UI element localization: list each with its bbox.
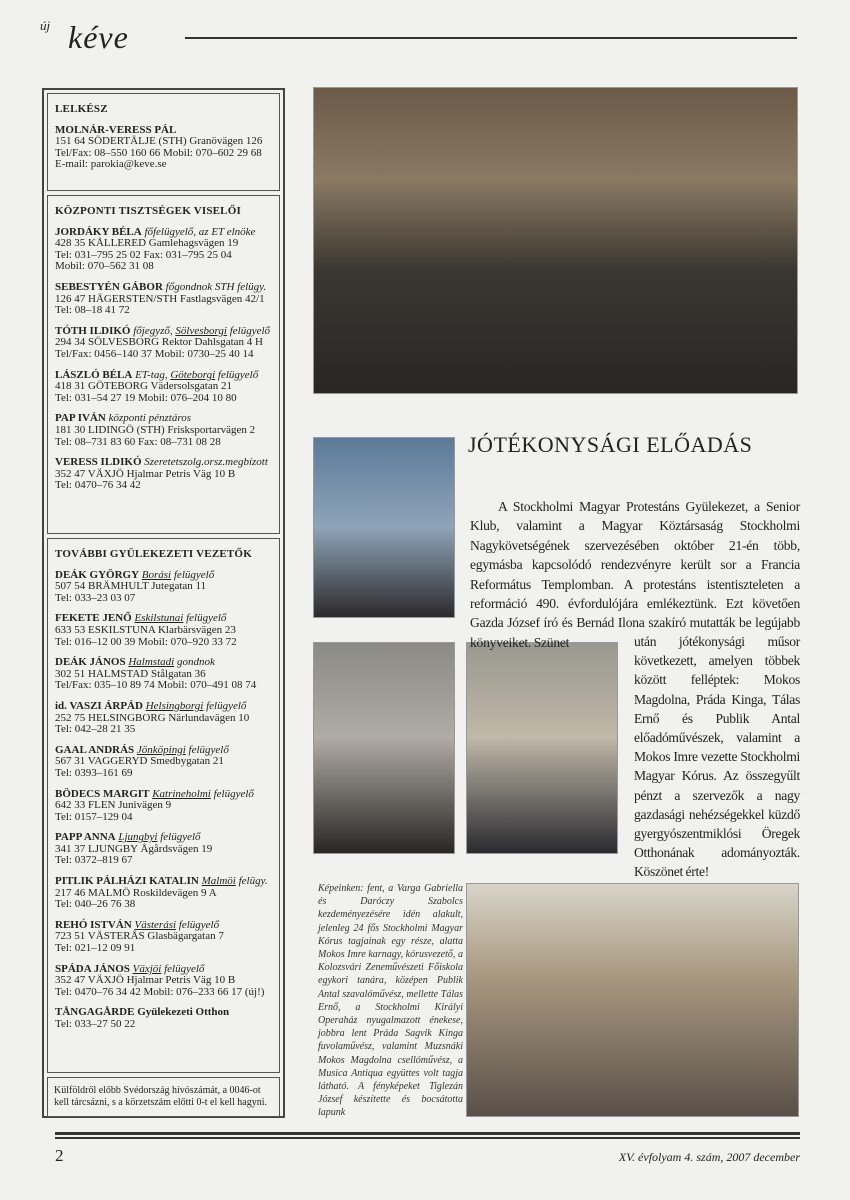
contact-name: SPÁDA JÁNOS bbox=[55, 962, 130, 975]
section-title: TOVÁBBI GYÜLEKEZETI VEZETŐK bbox=[55, 548, 252, 560]
contact-name: JORDÁKY BÉLA bbox=[55, 225, 142, 238]
contact-line: 418 31 GÖTEBORG Vädersolsgatan 21 bbox=[55, 380, 232, 393]
contact-line: Tel: 021–12 09 91 bbox=[55, 942, 136, 955]
contact-entry bbox=[55, 413, 273, 448]
portrait-photo-reciter bbox=[313, 642, 455, 854]
contact-line: Tel: 031–795 25 02 Fax: 031–795 25 04 bbox=[55, 248, 232, 261]
contact-location: Halmstadi bbox=[128, 656, 175, 669]
contact-line: Tel/Fax: 0456–140 37 Mobil: 0730–25 40 14 bbox=[55, 347, 254, 360]
contact-role-suffix: felügyelő bbox=[217, 368, 259, 381]
contact-name: PITLIK PÁLHÁZI KATALIN bbox=[55, 875, 199, 888]
contact-role-suffix: felügyelő bbox=[160, 831, 201, 844]
contact-name: TÓTH ILDIKÓ bbox=[55, 324, 131, 337]
contact-location: Jönköpingi bbox=[136, 743, 186, 756]
dialing-note: Külföldről előbb Svédország hívószámát, a 0046-ot kell tárcsázni, s a körzetszám előtti 0-t el kell hagyni. bbox=[47, 1077, 280, 1117]
contact-name: id. VASZI ÁRPÁD bbox=[55, 699, 143, 712]
contact-location: Eskilstunai bbox=[134, 612, 184, 625]
contact-role-suffix: felügy. bbox=[238, 875, 268, 888]
contact-line: Tel/Fax: 08–550 160 66 Mobil: 070–602 29 68 bbox=[55, 146, 262, 159]
portrait-photo-conductor bbox=[313, 437, 455, 618]
contact-line: 428 35 KÅLLERED Gamlehagsvägen 19 bbox=[55, 237, 239, 250]
contact-role-suffix: felügyelő bbox=[213, 787, 254, 800]
contact-role: főfelügyelő, az ET elnöke bbox=[144, 225, 256, 238]
contact-name: MOLNÁR-VERESS PÁL bbox=[55, 123, 177, 136]
contact-role-suffix: felügyelő bbox=[164, 962, 205, 975]
contact-line: Tel: 033–27 50 22 bbox=[55, 1018, 136, 1030]
contact-name: DEÁK JÁNOS bbox=[55, 656, 126, 669]
issue-info: XV. évfolyam 4. szám, 2007 december bbox=[618, 1150, 800, 1164]
logo-title: kéve bbox=[68, 19, 129, 55]
contact-line: Tel: 033–23 03 07 bbox=[55, 591, 136, 604]
contact-line: 217 46 MALMÖ Roskildevägen 9 A bbox=[55, 886, 217, 899]
contact-name: FEKETE JENŐ bbox=[55, 612, 132, 625]
contact-entry bbox=[55, 370, 273, 405]
section-title: KÖZPONTI TISZTSÉGEK VISELŐI bbox=[55, 205, 241, 217]
contact-location: Växjöi bbox=[132, 962, 162, 975]
contact-name: REHÓ ISTVÁN bbox=[55, 918, 132, 931]
contact-location: Helsingborgi bbox=[145, 699, 204, 712]
contact-line: 723 51 VÄSTERÅS Glasbägargatan 7 bbox=[55, 930, 224, 943]
contact-line: 352 47 VÄXJÖ Hjalmar Petris Väg 10 B bbox=[55, 974, 236, 987]
contact-entry bbox=[55, 125, 273, 171]
footer-rule bbox=[55, 1132, 800, 1139]
contact-entry bbox=[55, 570, 273, 605]
contact-entry bbox=[55, 457, 273, 492]
contact-role: központi pénztáros bbox=[108, 412, 191, 425]
contact-entry bbox=[55, 326, 273, 361]
contact-entry bbox=[55, 282, 273, 317]
contact-entry bbox=[55, 613, 273, 648]
contact-role-suffix: felügyelő bbox=[188, 743, 229, 756]
contact-location: Västerási bbox=[134, 918, 177, 931]
contact-location: Sölvesborgi bbox=[175, 324, 227, 337]
choir-photo bbox=[313, 87, 798, 394]
contact-location: Borási bbox=[141, 568, 172, 581]
contact-role: főjegyző, bbox=[133, 324, 173, 337]
portrait-photo-singer bbox=[466, 642, 618, 854]
contact-line: 341 37 LJUNGBY Ågårdsvägen 19 bbox=[55, 842, 213, 855]
contact-location: Katrineholmi bbox=[152, 787, 211, 800]
contact-section bbox=[47, 538, 280, 1073]
contact-line: Tel: 031–54 27 19 Mobil: 076–204 10 80 bbox=[55, 391, 237, 404]
header-rule bbox=[185, 37, 797, 39]
article-title: JÓTÉKONYSÁGI ELŐADÁS bbox=[468, 432, 753, 457]
logo-small-text: új bbox=[40, 18, 51, 33]
contact-line: Tel: 0470–76 34 42 Mobil: 076–233 66 17 (új!) bbox=[55, 985, 265, 998]
contact-entry bbox=[55, 876, 273, 911]
contacts-sidebar bbox=[42, 88, 285, 1118]
contact-entry bbox=[55, 832, 273, 867]
contact-name: SEBESTYÉN GÁBOR bbox=[55, 280, 163, 293]
contact-line: Tel: 08–18 41 72 bbox=[55, 304, 130, 317]
contact-role: főgondnok STH felügy. bbox=[165, 280, 267, 293]
contact-name: LÁSZLÓ BÉLA bbox=[55, 368, 133, 381]
contact-line: Tel: 040–26 76 38 bbox=[55, 898, 136, 911]
contact-line: 352 47 VÄXJÖ Hjalmar Petris Väg 10 B bbox=[55, 467, 236, 480]
contact-role-suffix: gondnok bbox=[176, 656, 215, 669]
contact-location: Göteborgi bbox=[170, 368, 216, 381]
contact-line: Tel: 08–731 83 60 Fax: 08–731 08 28 bbox=[55, 435, 221, 448]
contact-line: Tel: 0470–76 34 42 bbox=[55, 479, 141, 492]
contact-line: Tel: 042–28 21 35 bbox=[55, 723, 136, 736]
contact-role-suffix: felügyelő bbox=[229, 324, 271, 337]
contact-line: 633 53 ESKILSTUNA Klarbärsvägen 23 bbox=[55, 623, 236, 636]
contact-line: 302 51 HALMSTAD Stålgatan 36 bbox=[55, 667, 206, 680]
contact-entry bbox=[55, 657, 273, 692]
page-number: 2 bbox=[55, 1146, 64, 1165]
contact-line: Tel/Fax: 035–10 89 74 Mobil: 070–491 08 74 bbox=[55, 679, 257, 692]
contact-line: 181 30 LIDINGÖ (STH) Frisksportarvägen 2 bbox=[55, 423, 256, 436]
contact-location: Malmöi bbox=[201, 875, 236, 888]
photo-caption: Képeinken: fent, a Varga Gabriella és Daróczy Szabolcs kezdeményezésére idén alakult, jelenleg 24 fős Stockholmi Magyar Kórus tagjainak egy része, alatta Mokos Imre karnagy, kórusvezető, a Kolozsvári Zeneművészeti Főiskola egykori tanára, középen Publik Antal szavalóművész, mellette Tálas Ernő, a Stockholmi Királyi Operaház nyugalmazott énekese, jobbra lent Práda Sagvik Kinga fuvolaművész, valamint Muzsnáki Mokos Magdolna csellóművész, a Musica Antiqua együttes volt tagja látható. A fényképeket Tiglezán József készítette és bocsátotta lapunk bbox=[318, 883, 463, 1119]
contact-line: Tel: 0393–161 69 bbox=[55, 766, 133, 779]
contact-name: TÅNGAGÅRDE Gyülekezeti Otthon bbox=[55, 1006, 230, 1019]
contact-line: Tel: 0157–129 04 bbox=[55, 810, 133, 823]
magazine-logo bbox=[40, 14, 200, 54]
contact-role-suffix: felügyelő bbox=[186, 612, 227, 625]
contact-line: 642 33 FLEN Junivägen 9 bbox=[55, 799, 172, 812]
contact-line: 151 64 SÖDERTÄLJE (STH) Granövägen 126 bbox=[55, 135, 263, 148]
contact-entry bbox=[55, 701, 273, 736]
contact-role-suffix: felügyelő bbox=[206, 699, 247, 712]
contact-entry bbox=[55, 227, 273, 273]
contact-name: PAP IVÁN bbox=[55, 412, 106, 425]
contact-name: BÖDECS MARGIT bbox=[55, 787, 150, 800]
contact-role: Szeretetszolg.orsz.megbízott bbox=[144, 456, 268, 469]
section-title: LELKÉSZ bbox=[55, 103, 108, 115]
contact-line: Tel: 016–12 00 39 Mobil: 070–920 33 72 bbox=[55, 635, 237, 648]
article-body-1: A Stockholmi Magyar Protestáns Gyülekezet, a Senior Klub, valamint a Magyar Köztársaság Stockholmi Nagykövetségének szervezésében október 21-én több, egymásba kapcsolódó rendezvényre került sor a Francia Református Templomban. A protestáns istentiszteleten a reformáció 490. évfordulójára emlékeztünk. Ezt követően Gazda József író és Bernád Ilona szakíró mutatták be legújabb könyveiket. Szünet bbox=[470, 499, 800, 650]
contact-line: 507 54 BRÄMHULT Jutegatan 11 bbox=[55, 580, 207, 593]
musicians-photo bbox=[466, 883, 799, 1117]
contact-role: ET-tag, bbox=[135, 368, 168, 381]
contact-entry bbox=[55, 964, 273, 999]
contact-line: Mobil: 070–562 31 08 bbox=[55, 260, 154, 273]
contact-line: Tel: 0372–819 67 bbox=[55, 854, 133, 867]
contact-entry bbox=[55, 745, 273, 780]
contact-entry bbox=[55, 789, 273, 824]
contact-line: E-mail: parokia@keve.se bbox=[55, 158, 167, 171]
contact-location: Ljungbyi bbox=[118, 831, 158, 844]
contact-name: GAAL ANDRÁS bbox=[55, 743, 135, 756]
contact-name: PAPP ANNA bbox=[55, 831, 116, 844]
contact-role-suffix: felügyelő bbox=[173, 568, 215, 581]
contact-section bbox=[47, 195, 280, 534]
contact-line: 567 31 VAGGERYD Smedbygatan 21 bbox=[55, 755, 224, 768]
contact-section bbox=[47, 93, 280, 191]
contact-name: VERESS ILDIKÓ bbox=[55, 456, 142, 469]
contact-line: 252 75 HELSINGBORG Närlundavägen 10 bbox=[55, 711, 250, 724]
contact-entry bbox=[55, 920, 273, 955]
contact-line: 126 47 HÄGERSTEN/STH Fastlagsvägen 42/1 bbox=[55, 292, 265, 305]
contact-name: DEÁK GYÖRGY bbox=[55, 568, 140, 581]
contact-entry bbox=[55, 1007, 273, 1030]
contact-role-suffix: felügyelő bbox=[178, 918, 220, 931]
contact-line: 294 34 SÖLVESBORG Rektor Dahlsgatan 4 H bbox=[55, 336, 263, 349]
article-body-2: után jótékonysági műsor következett, amelyen többek között felléptek: Mokos Magdolna, Práda Kinga, Tálas Ernő és Publik Antal előadóművészek, valamint a Mokos Imre vezette Stockholmi Magyar Kórus. Az összegyűlt pénzt a szervezők a nagy gazdasági nehézségekkel küzdő gyergyószentmiklósi Öregek Otthonának adományozták. Köszönet érte! bbox=[634, 634, 800, 880]
